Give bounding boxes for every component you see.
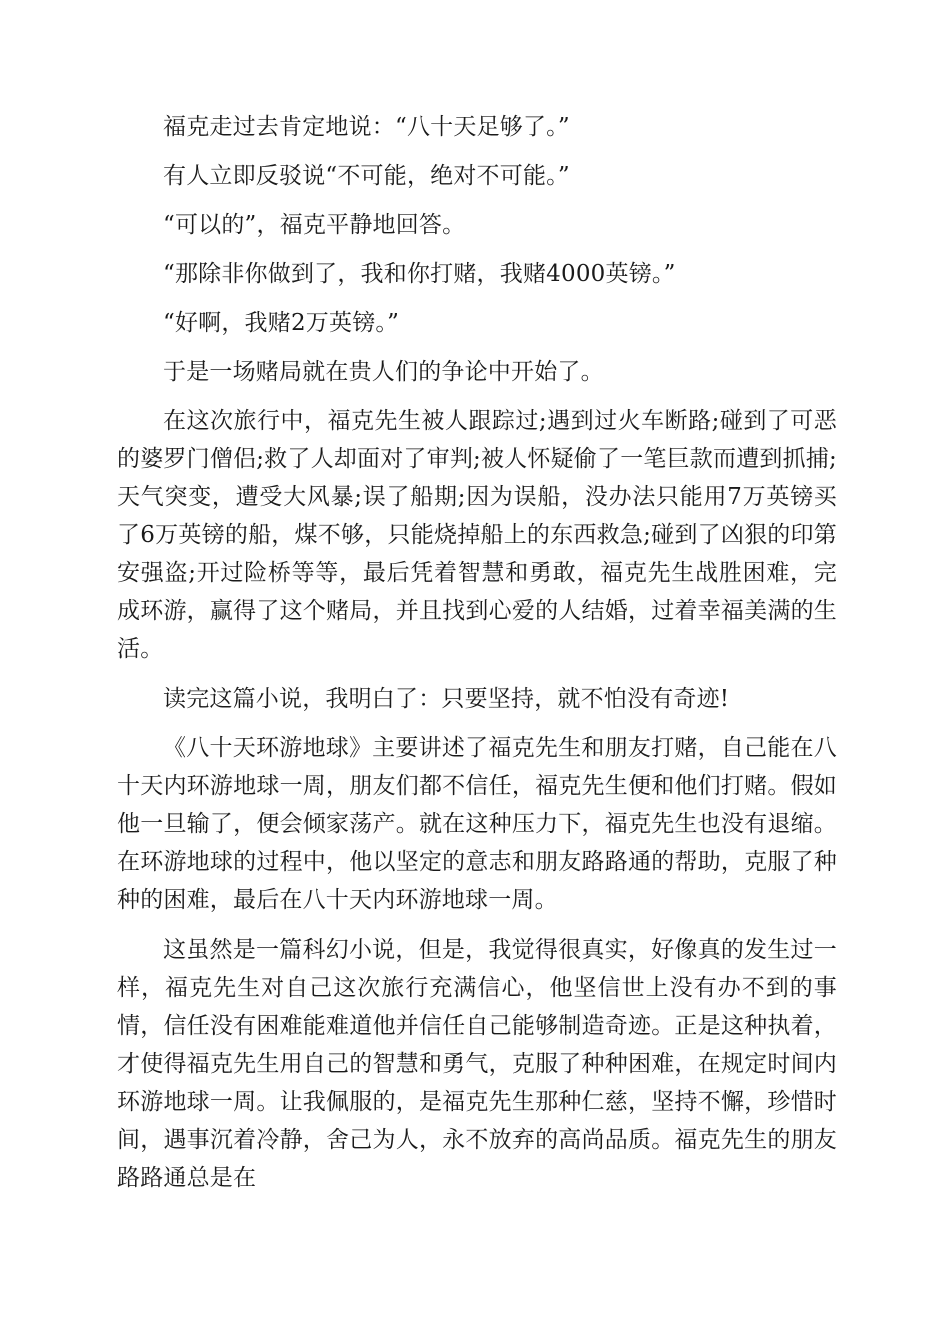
- paragraph-1: 福克走过去肯定地说：“八十天足够了。”: [163, 114, 570, 140]
- paragraph-2: 有人立即反驳说“不可能，绝对不可能。”: [163, 163, 570, 189]
- paragraph-3: “可以的”，福克平静地回答。: [163, 212, 466, 238]
- paragraph-9: 《八十天环游地球》主要讲述了福克先生和朋友打赌，自己能在八十天内环游地球一周，朋友们都不信任，福克先生便和他们打赌。假如他一旦输了，便会倾家荡产。就在这种压力下，福克先生也没有退缩。在环游地球的过程中，他以坚定的意志和朋友路路通的帮助，克服了种种的困难，最后在八十天内环游地球一周。: [117, 735, 837, 913]
- paragraph-8: 读完这篇小说，我明白了：只要坚持，就不怕没有奇迹!: [163, 686, 730, 712]
- paragraph-5: “好啊，我赌2万英镑。”: [163, 310, 400, 336]
- paragraph-4: “那除非你做到了，我和你打赌，我赌4000英镑。”: [163, 261, 676, 287]
- paragraph-10: 这虽然是一篇科幻小说，但是，我觉得很真实，好像真的发生过一样，福克先生对自己这次旅行充满信心，他坚信世上没有办不到的事情，信任没有困难能难道他并信任自己能够制造奇迹。正是这种执着，才使得福克先生用自己的智慧和勇气，克服了种种困难，在规定时间内环游地球一周。让我佩服的，是福克先生那种仁慈，坚持不懈，珍惜时间，遇事沉着冷静，舍己为人，永不放弃的高尚品质。福克先生的朋友路路通总是在: [117, 937, 837, 1191]
- paragraph-6: 于是一场赌局就在贵人们的争论中开始了。: [163, 359, 604, 385]
- document-page: [117, 108, 837, 1209]
- paragraph-7: 在这次旅行中，福克先生被人跟踪过;遇到过火车断路;碰到了可恶的婆罗门僧侣;救了人却面对了审判;被人怀疑偷了一笔巨款而遭到抓捕;天气突变，遭受大风暴;误了船期;因为误船，没办法只能用7万英镑买了6万英镑的船，煤不够，只能烧掉船上的东西救急;碰到了凶狠的印第安强盗;开过险桥等等，最后凭着智慧和勇敢，福克先生战胜困难，完成环游，赢得了这个赌局，并且找到心爱的人结婚，过着幸福美满的生活。: [117, 408, 837, 662]
